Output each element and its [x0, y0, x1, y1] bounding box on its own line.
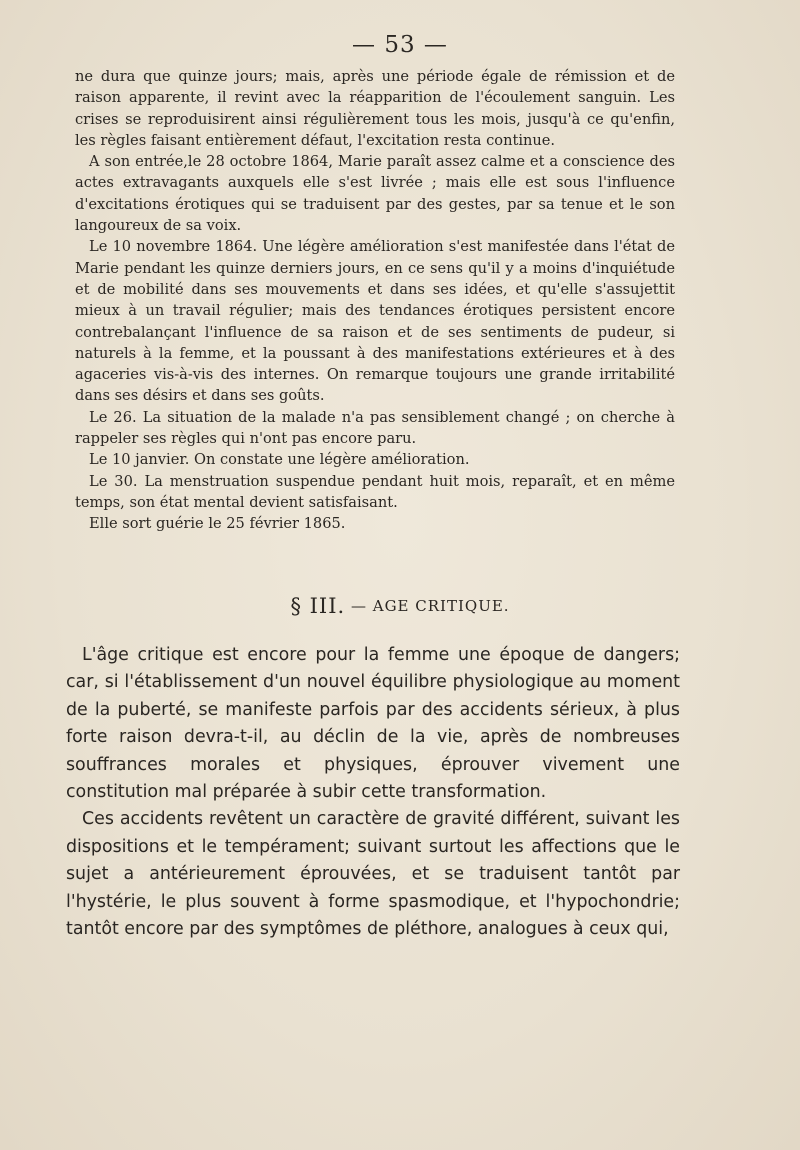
paragraph: ne dura que quinze jours; mais, après une période égale de rémission et de raison apparente, il revint avec la réapparition de l'écoulement sanguin. Les crises se reproduisirent ainsi régulièrement tous les mois, jusqu'à ce qu'enfin, les règles faisant entièrement défaut, l'excitation resta continue. — [75, 68, 675, 149]
section-number: § III. — [290, 594, 346, 618]
paragraph: L'âge critique est encore pour la femme une époque de dangers; car, si l'établissement d'un nouvel équilibre physiologique au moment de la puberté, se manifeste parfois par des accidents sérieux, à plus forte raison devra-t-il, au déclin de la vie, après de nombreuses souffrances morales et physiques, éprouver vivement une constitution mal préparée à subir cette transformation. — [66, 645, 680, 803]
paragraph: Elle sort guérie le 25 février 1865. — [89, 515, 346, 533]
paragraph: Le 10 janvier. On constate une légère amélioration. — [89, 451, 470, 469]
section-title: — AGE CRITIQUE. — [350, 597, 510, 615]
paragraph: Ces accidents revêtent un caractère de gravité différent, suivant les dispositions et le tempérament; suivant surtout les affections que le sujet a antérieurement éprouvées, et se traduisent tantôt par l'hystérie, le plus souvent à forme spasmodique, et l'hypochondrie; tantôt encore par des symptômes de pléthore, analogues à ceux qui, — [66, 809, 680, 940]
page-number: — 53 — — [352, 32, 448, 58]
paragraph: Le 10 novembre 1864. Une légère amélioration s'est manifestée dans l'état de Marie pendant les quinze derniers jours, en ce sens qu'il y a moins d'inquiétude et de mobilité dans ses mouvements et dans ses idées, et qu'elle s'assujettit mieux à un travail régulier; mais des tendances érotiques persistent encore contrebalançant l'influence de sa raison et de ses sentiments de pudeur, si naturels à la femme, et la poussant à des manifestations extérieures et à des agaceries vis-à-vis des internes. On remarque toujours une grande irritabilité dans ses désirs et dans ses goûts. — [75, 238, 675, 405]
paragraph: A son entrée,le 28 octobre 1864, Marie paraît assez calme et a conscience des actes extravagants auxquels elle s'est livrée ; mais elle est sous l'influence d'excitations érotiques qui se traduisent par des gestes, par sa tenue et le son langoureux de sa voix. — [75, 153, 675, 235]
paragraph: Le 30. La menstruation suspendue pendant huit mois, reparaît, et en même temps, son état mental devient satisfaisant. — [75, 472, 675, 511]
section-heading — [0, 594, 800, 618]
paragraph: Le 26. La situation de la malade n'a pas sensiblement changé ; on cherche à rappeler ses règles qui n'ont pas encore paru. — [75, 408, 675, 448]
section-body-text — [66, 642, 680, 943]
case-report-text — [75, 66, 675, 535]
